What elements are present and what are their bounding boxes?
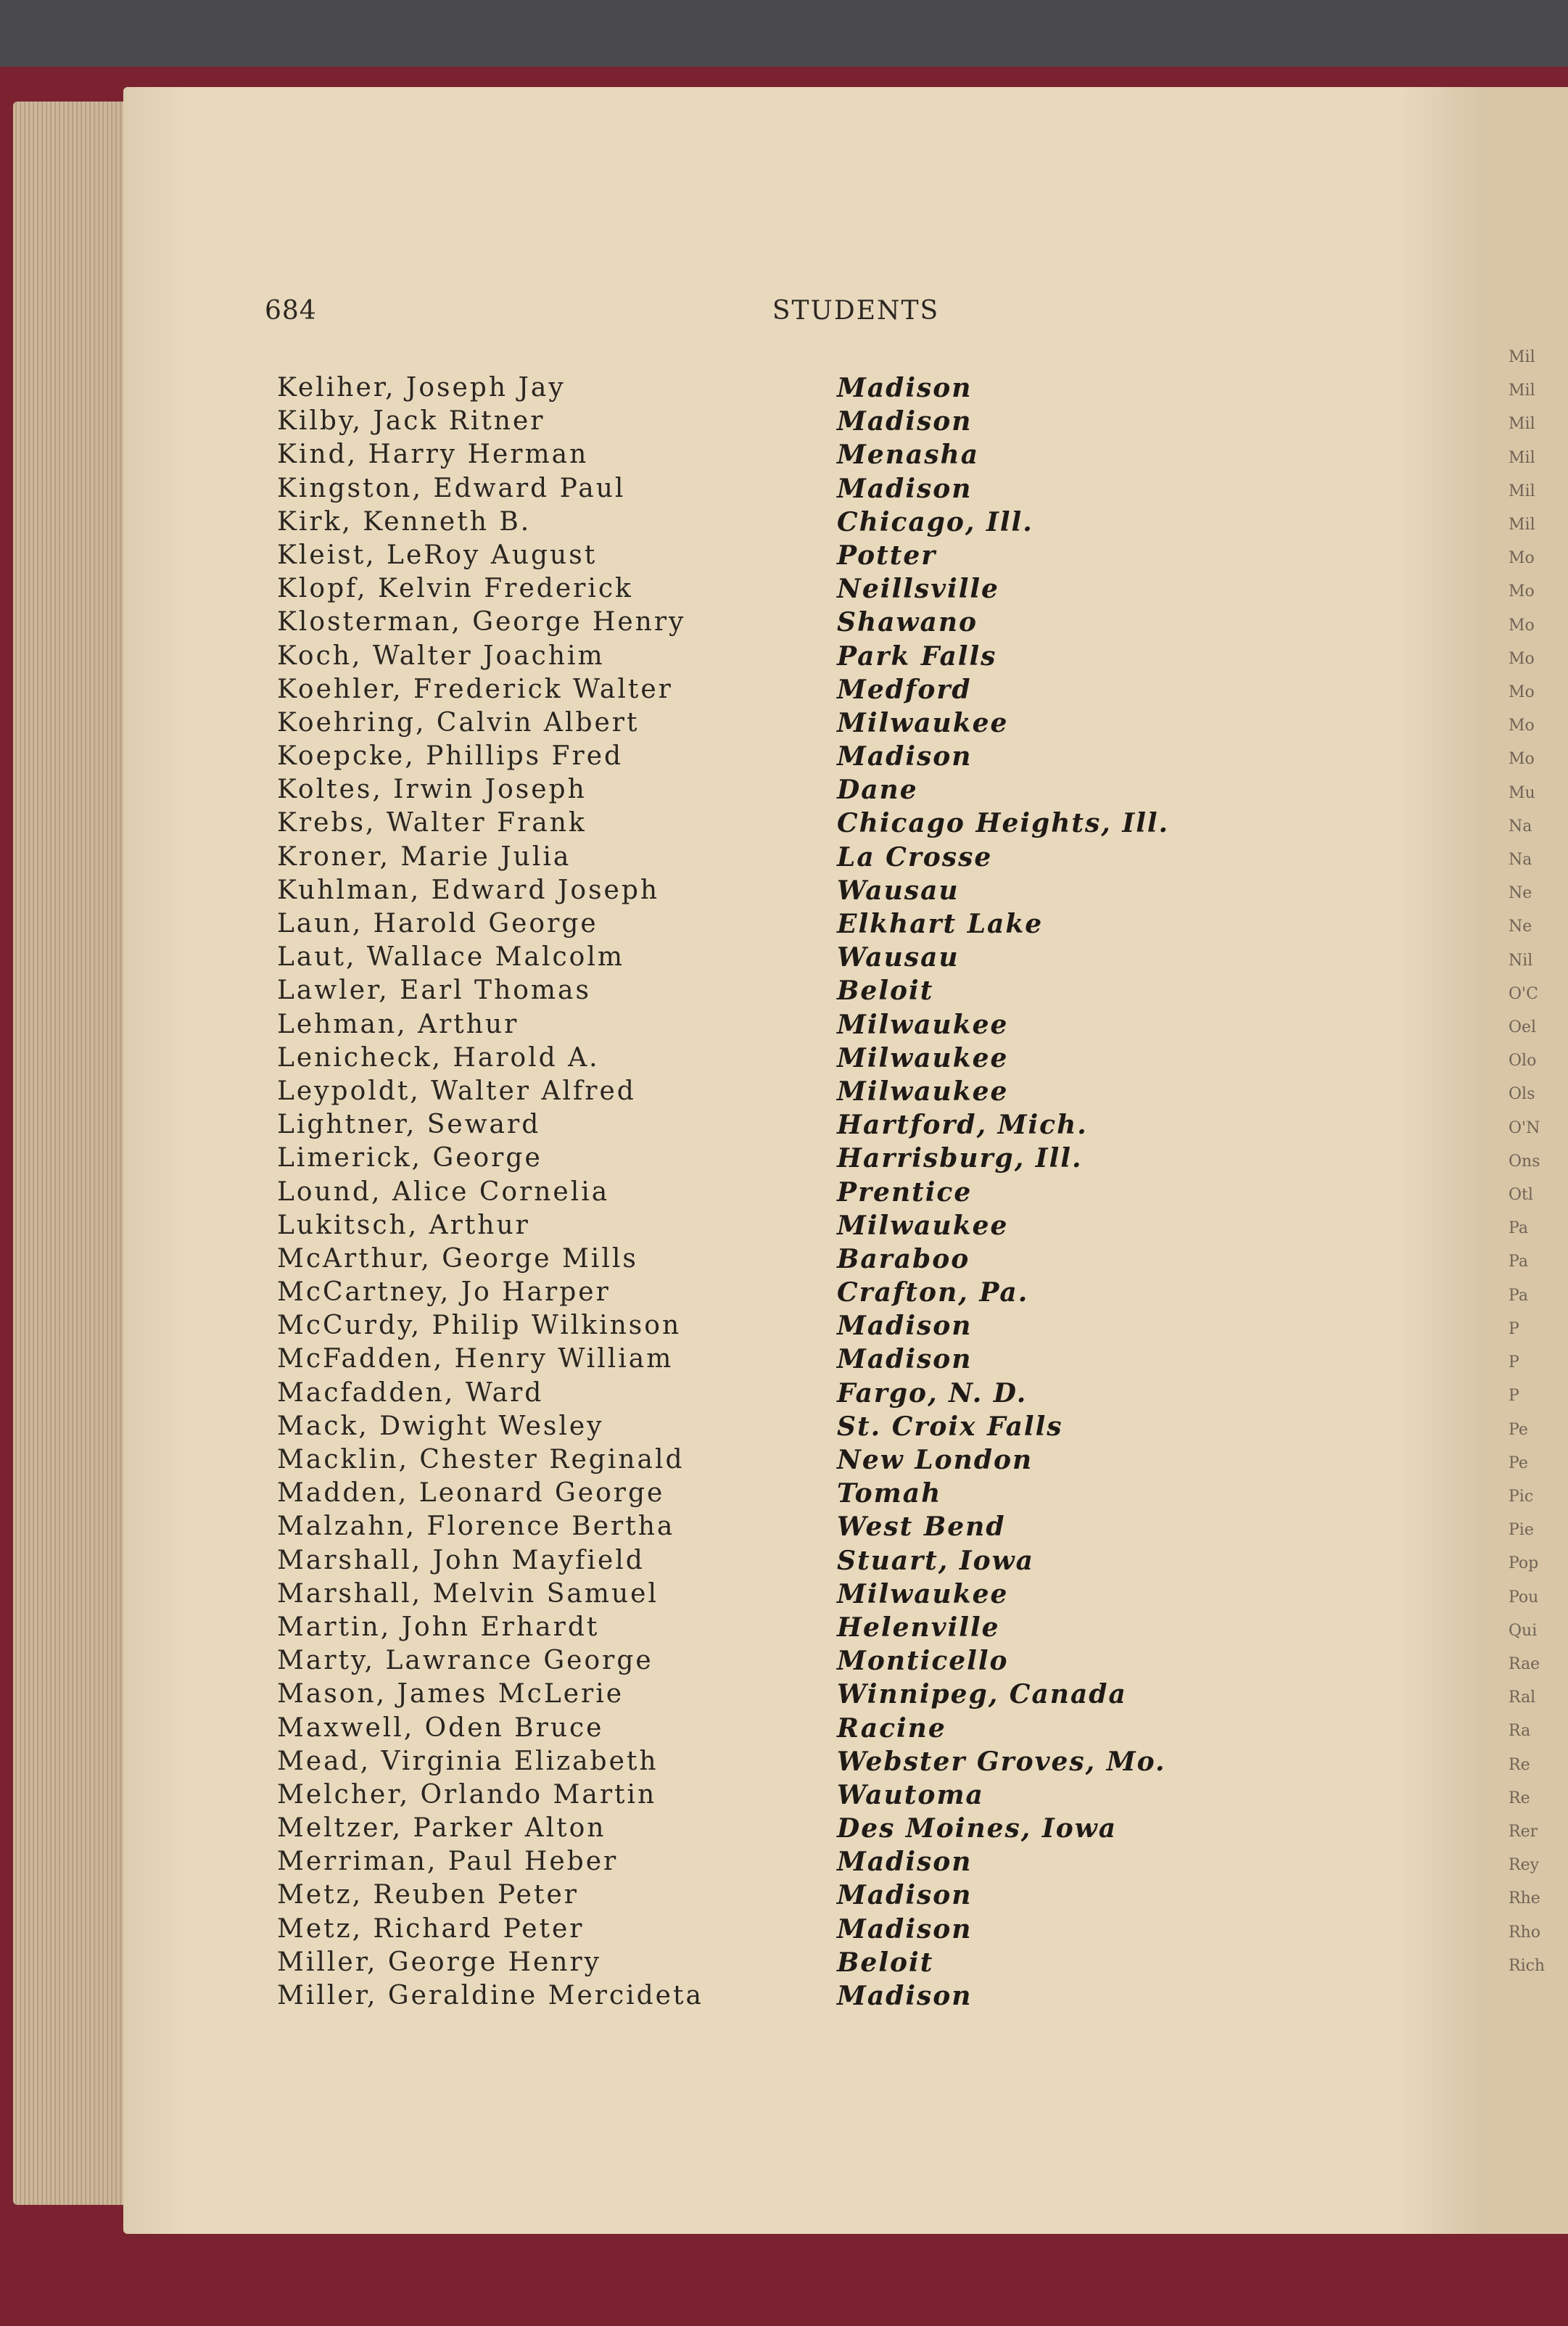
student-hometown: Madison [837,1344,973,1375]
list-item [277,1176,1365,1209]
next-page-fragment: Rich [1509,1956,1546,1975]
list-item [277,1209,1365,1242]
student-name: Metz, Reuben Peter [277,1880,579,1910]
next-page-fragment: Mo [1509,582,1535,601]
student-name: Kirk, Kenneth B. [277,506,532,537]
list-item [277,640,1365,673]
student-name: Kuhlman, Edward Joseph [277,875,660,905]
next-page-fragment: Nil [1509,951,1533,970]
book-page [123,87,1487,2234]
student-name: Mead, Virginia Elizabeth [277,1746,659,1776]
student-hometown: Madison [837,1981,973,2011]
list-item [277,941,1365,974]
next-page-fragment: Ne [1509,917,1532,936]
list-item [277,1644,1365,1678]
student-hometown: Milwaukee [837,707,1009,738]
student-name: Koch, Walter Joachim [277,640,605,671]
next-page-fragment: Oel [1509,1018,1537,1037]
student-name: Laut, Wallace Malcolm [277,942,624,973]
list-item [277,1276,1365,1309]
student-name: Mack, Dwight Wesley [277,1411,604,1441]
student-name: Kleist, LeRoy August [277,540,598,570]
next-page-fragment: P [1509,1353,1519,1372]
student-hometown: Chicago, Ill. [837,506,1033,537]
list-item [277,1008,1365,1042]
student-name: Martin, John Erhardt [277,1612,600,1642]
student-name: Madden, Leonard George [277,1478,665,1509]
student-hometown: Milwaukee [837,1042,1009,1073]
student-hometown: Wausau [837,942,960,973]
list-item [277,606,1365,639]
student-name: Limerick, George [277,1143,542,1174]
list-item [277,1878,1365,1912]
student-name: Macfadden, Ward [277,1377,544,1408]
student-hometown: Prentice [837,1176,973,1208]
student-name: McFadden, Henry William [277,1344,674,1374]
student-name: Meltzer, Parker Alton [277,1813,606,1844]
list-item [277,1745,1365,1778]
student-hometown: Dane [837,775,918,806]
next-page-fragment: Rey [1509,1856,1540,1875]
student-name: Merriman, Paul Heber [277,1847,619,1877]
next-page-fragment: Olo [1509,1052,1537,1071]
student-hometown: Wautoma [837,1779,984,1810]
list-item [277,1377,1365,1410]
list-item [277,506,1365,539]
student-hometown: Menasha [837,440,980,471]
list-item [277,1611,1365,1644]
student-name: Lehman, Arthur [277,1009,519,1039]
next-page-fragment: O'N [1509,1118,1540,1137]
next-page-fragment: Pe [1509,1420,1528,1439]
student-name: McCurdy, Philip Wilkinson [277,1311,682,1341]
student-name: Lawler, Earl Thomas [277,976,591,1006]
next-page-fragment: Na [1509,851,1532,870]
list-item [277,907,1365,941]
student-hometown: Elkhart Lake [837,909,1044,939]
student-name: Lightner, Seward [277,1110,541,1140]
list-item [277,706,1365,740]
next-page-fragment: Pop [1509,1554,1539,1573]
student-name: Kingston, Edward Paul [277,473,626,503]
student-name: McArthur, George Mills [277,1243,638,1274]
student-hometown: Milwaukee [837,1210,1009,1241]
next-page-fragment: Mo [1509,616,1535,635]
next-page-fragment: O'C [1509,984,1538,1003]
next-page-fragment: Mo [1509,750,1535,769]
student-name: Kind, Harry Herman [277,440,589,470]
student-hometown: Madison [837,1880,973,1911]
student-hometown: Baraboo [837,1243,970,1274]
student-hometown: Tomah [837,1478,942,1509]
list-item [277,1778,1365,1812]
list-item [277,438,1365,471]
list-item [277,371,1365,405]
next-page-fragment: Rhe [1509,1889,1540,1908]
student-name: Klopf, Kelvin Frederick [277,574,633,604]
student-hometown: Monticello [837,1646,1009,1677]
student-hometown: Stuart, Iowa [837,1545,1034,1576]
next-page-fragment: Mil [1509,482,1535,500]
next-page-fragment: Ra [1509,1722,1531,1741]
student-hometown: Winnipeg, Canada [837,1679,1127,1710]
list-item [277,1678,1365,1711]
student-name: Laun, Harold George [277,909,598,939]
list-item [277,1242,1365,1276]
student-name: Kilby, Jack Ritner [277,406,545,437]
student-hometown: Beloit [837,1947,934,1978]
list-item [277,1578,1365,1611]
student-hometown: Hartford, Mich. [837,1110,1088,1141]
page-header [123,296,1487,339]
student-hometown: Madison [837,373,973,403]
list-item [277,807,1365,840]
student-hometown: Milwaukee [837,1009,1009,1040]
student-hometown: Shawano [837,607,978,638]
next-page-fragment: Pic [1509,1487,1534,1506]
student-name: McCartney, Jo Harper [277,1277,611,1308]
next-page-fragment: Ons [1509,1152,1540,1171]
next-page-fragment: Mil [1509,415,1535,434]
student-name: Miller, George Henry [277,1947,602,1977]
next-page-fragment: Mil [1509,448,1535,467]
list-item [277,1510,1365,1543]
student-name: Marshall, Melvin Samuel [277,1578,659,1609]
list-item [277,974,1365,1007]
next-page-fragment: Rae [1509,1654,1540,1673]
next-page-fragment: P [1509,1387,1519,1406]
student-name: Marshall, John Mayfield [277,1545,645,1575]
student-hometown: Madison [837,1847,973,1878]
list-item [277,1343,1365,1376]
next-page-fragment: Ols [1509,1085,1535,1104]
list-item [277,673,1365,706]
next-page-fragment: Pa [1509,1253,1528,1271]
list-item [277,1946,1365,1979]
list-item [277,1443,1365,1477]
list-item [277,472,1365,506]
student-hometown: Potter [837,540,937,571]
student-name: Macklin, Chester Reginald [277,1445,685,1475]
student-name: Koehring, Calvin Albert [277,707,640,738]
next-page-fragment: Re [1509,1789,1530,1807]
list-item [277,1142,1365,1175]
student-name: Koehler, Frederick Walter [277,674,673,704]
student-name: Melcher, Orlando Martin [277,1779,657,1810]
student-name: Lenicheck, Harold A. [277,1042,600,1073]
student-list [277,371,1365,2013]
student-name: Maxwell, Oden Bruce [277,1712,604,1743]
list-item [277,841,1365,874]
student-name: Kroner, Marie Julia [277,841,572,872]
list-item [277,1913,1365,1946]
student-name: Klosterman, George Henry [277,607,686,638]
student-name: Marty, Lawrance George [277,1646,653,1676]
next-page-fragment: Re [1509,1755,1530,1774]
list-item [277,773,1365,807]
list-item [277,874,1365,907]
student-hometown: Des Moines, Iowa [837,1813,1118,1844]
student-name: Lukitsch, Arthur [277,1210,530,1240]
student-hometown: Harrisburg, Ill. [837,1143,1083,1174]
student-name: Keliher, Joseph Jay [277,373,566,403]
next-page-fragment: Mil [1509,348,1535,366]
student-name: Mason, James McLerie [277,1679,624,1710]
student-hometown: Fargo, N. D. [837,1377,1028,1409]
next-page-fragment: Pa [1509,1286,1528,1305]
next-page-fragment: Pie [1509,1521,1534,1540]
next-page-fragment: Qui [1509,1621,1538,1640]
student-hometown: Madison [837,473,973,504]
student-hometown: Madison [837,1311,973,1342]
student-hometown: Milwaukee [837,1076,1009,1107]
student-hometown: St. Croix Falls [837,1411,1063,1442]
next-page-fragment: Rer [1509,1822,1538,1841]
next-page-fragment: Pe [1509,1453,1528,1472]
list-item [277,1410,1365,1443]
next-page-fragment: Mil [1509,382,1535,400]
next-page-fragment: Na [1509,817,1532,836]
next-page-fragment: Mo [1509,549,1535,568]
student-hometown: Racine [837,1712,946,1744]
next-page-fragment: Mo [1509,649,1535,668]
next-page-fragment: P [1509,1319,1519,1338]
list-item [277,405,1365,438]
student-name: Miller, Geraldine Mercideta [277,1981,703,2010]
student-name: Koltes, Irwin Joseph [277,775,587,805]
next-page-fragment: Ral [1509,1688,1536,1707]
student-hometown: Wausau [837,875,960,906]
next-page-fragments [1509,341,1567,1983]
student-hometown: Chicago Heights, Ill. [837,808,1170,839]
list-item [277,1108,1365,1142]
next-page-fragment: Mo [1509,717,1535,735]
student-hometown: West Bend [837,1512,1006,1543]
student-name: Malzahn, Florence Bertha [277,1512,675,1542]
student-hometown: Neillsville [837,574,999,605]
student-hometown: Medford [837,674,972,705]
student-hometown: Madison [837,1913,973,1944]
list-item [277,572,1365,606]
list-item [277,1712,1365,1745]
student-hometown: Madison [837,741,973,772]
student-hometown: Milwaukee [837,1578,1009,1609]
student-name: Lound, Alice Cornelia [277,1176,610,1207]
list-item [277,1075,1365,1108]
student-name: Krebs, Walter Frank [277,808,587,838]
student-name: Metz, Richard Peter [277,1913,585,1944]
page-number: 684 [265,296,317,326]
list-item [277,1979,1365,2013]
student-hometown: Beloit [837,976,934,1007]
list-item [277,1042,1365,1075]
next-page-fragment: Mo [1509,683,1535,702]
next-page-fragment: Otl [1509,1186,1533,1205]
student-hometown: Madison [837,406,973,437]
next-page-fragment: Ne [1509,884,1532,903]
next-page-fragment: Mu [1509,783,1535,802]
next-page-fragment: Pa [1509,1219,1528,1238]
student-hometown: Crafton, Pa. [837,1277,1029,1308]
next-page-fragment: Rho [1509,1923,1540,1942]
list-item [277,1309,1365,1343]
student-hometown: Webster Groves, Mo. [837,1746,1166,1777]
student-name: Koepcke, Phillips Fred [277,741,624,772]
student-name: Leypoldt, Walter Alfred [277,1076,636,1106]
running-head: STUDENTS [772,296,940,326]
next-page-fragment: Pou [1509,1588,1539,1607]
list-item [277,1477,1365,1510]
list-item [277,740,1365,773]
list-item [277,1812,1365,1845]
student-hometown: Helenville [837,1612,1000,1643]
list-item [277,539,1365,572]
next-page-fragment: Mil [1509,516,1535,535]
list-item [277,1845,1365,1878]
student-hometown: Park Falls [837,640,997,672]
student-hometown: New London [837,1445,1033,1475]
list-item [277,1544,1365,1578]
student-hometown: La Crosse [837,841,993,873]
